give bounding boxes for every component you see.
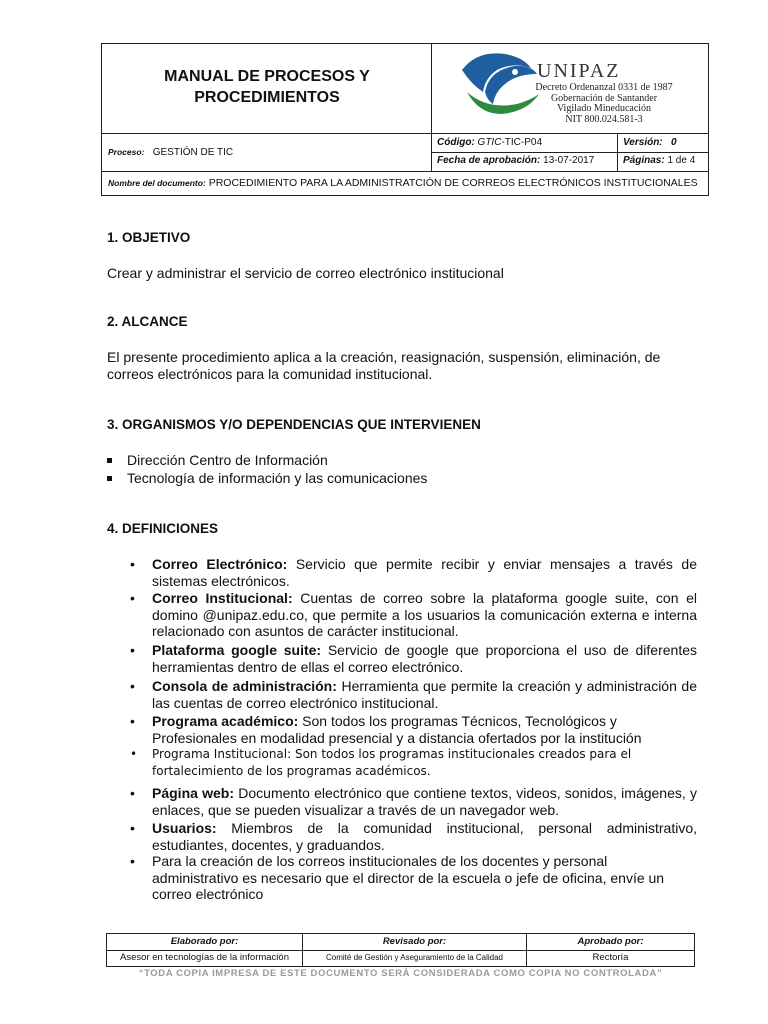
version-value: 0 xyxy=(670,137,677,148)
version-cell xyxy=(623,137,677,149)
definition-item xyxy=(130,678,697,711)
proceso-value: GESTIÓN DE TIC xyxy=(152,147,234,158)
brand-line: NIT 800.024.581-3 xyxy=(565,113,643,125)
divider xyxy=(431,152,708,153)
square-bullet-icon xyxy=(107,476,112,481)
version-label: Versión: xyxy=(623,137,663,148)
brand-line: Vigilado Mineducación xyxy=(556,103,652,114)
fecha-value: 13-07-2017 xyxy=(543,155,595,166)
definition-text: Documento electrónico que contiene textos, videos, sonidos, imágenes, y enlaces, que se pueden visualizar a través de un navegador web. xyxy=(152,785,697,818)
elaborado-label: Elaborado por: xyxy=(170,936,239,947)
objetivo-text: Crear y administrar el servicio de correo electrónico institucional xyxy=(107,265,504,281)
list-item xyxy=(107,470,427,486)
bullet-icon: • xyxy=(130,747,138,761)
bullet-icon: • xyxy=(130,590,135,606)
aprobado-value: Rectoría xyxy=(592,952,629,963)
definition-text: Son todos los programas institucionales creados para el fortalecimiento de los programas académicos. xyxy=(152,747,632,778)
alcance-heading: 2. ALCANCE xyxy=(107,314,188,329)
paginas-label: Páginas: xyxy=(623,155,665,166)
definition-term: Página web: xyxy=(152,785,235,801)
revisado-label: Revisado por: xyxy=(382,936,447,947)
definition-term: Correo Electrónico: xyxy=(152,556,288,572)
bullet-icon: • xyxy=(130,678,135,694)
alcance-line: El presente procedimiento aplica a la creación, reasignación, suspensión, eliminación, de xyxy=(107,349,661,365)
definition-text: Para la creación de los correos institucionales de los docentes y personal administrativo es necesario que el director de la escuela o jefe de oficina, envíe un correo electrónico xyxy=(152,853,665,902)
definition-item xyxy=(130,642,697,675)
bullet-icon: • xyxy=(130,642,135,658)
aprobado-label: Aprobado por: xyxy=(577,936,644,947)
paginas-value: 1 de 4 xyxy=(667,155,696,166)
title-line-2: PROCEDIMIENTOS xyxy=(194,89,340,106)
codigo-cell xyxy=(437,137,542,149)
divider xyxy=(102,133,708,134)
title-line-1: MANUAL DE PROCESOS Y xyxy=(164,68,370,85)
elaborado-value: Asesor en tecnologías de la información xyxy=(120,952,289,963)
objetivo-heading: 1. OBJETIVO xyxy=(107,230,191,245)
bullet-icon: • xyxy=(130,713,135,729)
nombre-cell xyxy=(108,177,698,189)
definition-text: Cuentas de correo sobre la plataforma google suite, con el domino @unipaz.edu.co, que permite a los usuarios la comunicación externa e interna relacionado con asuntos de carácter institucional. xyxy=(152,590,697,639)
definition-term: Correo Institucional: xyxy=(152,590,293,606)
bullet-icon: • xyxy=(130,785,135,801)
definition-item xyxy=(130,820,697,853)
fecha-label: Fecha de aprobación: xyxy=(437,155,541,166)
divider xyxy=(102,171,708,172)
fecha-cell xyxy=(437,155,594,167)
definition-term: Usuarios: xyxy=(152,820,217,836)
definiciones-heading: 4. DEFINICIONES xyxy=(107,521,219,536)
list-item-text: Tecnología de información y las comunicaciones xyxy=(127,470,428,486)
square-bullet-icon xyxy=(107,458,112,463)
uncontrolled-copy-notice: “TODA COPIA IMPRESA DE ESTE DOCUMENTO SERÁ CONSIDERADA COMO COPIA NO CONTROLADA” xyxy=(138,968,663,979)
bullet-icon: • xyxy=(130,556,135,572)
definition-text: Son todos los programas Técnicos, Tecnológicos y Profesionales en modalidad presencial y a distancia ofertados por la institución xyxy=(152,713,642,746)
bullet-icon: • xyxy=(130,820,135,836)
brand-line: Decreto Ordenanzal 0331 de 1987 xyxy=(535,82,673,93)
definition-text: Servicio que permite recibir y enviar mensajes a través de sistemas electrónicos. xyxy=(152,556,697,589)
definition-text: Herramienta que permite la creación y administración de las cuentas de correo electrónico institucional. xyxy=(152,678,697,711)
list-item-text: Dirección Centro de Información xyxy=(127,452,328,468)
brand-name: UNIPAZ xyxy=(537,60,621,82)
definition-item xyxy=(130,556,697,589)
codigo-prefix: GTIC xyxy=(477,137,502,148)
alcance-line: correos electrónicos para la comunidad institucional. xyxy=(107,366,433,382)
definition-item xyxy=(130,746,697,780)
nombre-value: PROCEDIMIENTO PARA LA ADMINISTRATCIÓN DE CORREOS ELECTRÓNICOS INSTITUCIONALES xyxy=(208,177,698,189)
definition-item xyxy=(130,785,697,818)
definition-term: Plataforma google suite: xyxy=(152,642,322,658)
list-item xyxy=(107,452,328,468)
nombre-label: Nombre del documento: xyxy=(108,178,206,188)
codigo-suffix: -TIC-P04 xyxy=(501,137,542,148)
definition-text: Miembros de la comunidad institucional, personal administrativo, estudiantes, docentes, y graduandos. xyxy=(152,820,697,853)
alcance-text xyxy=(107,349,660,383)
manual-title xyxy=(102,66,432,108)
definition-item xyxy=(130,590,697,640)
codigo-label: Código: xyxy=(437,137,475,148)
definition-item xyxy=(130,853,697,903)
brand-details xyxy=(520,83,688,125)
proceso-cell xyxy=(108,146,233,159)
paginas-cell xyxy=(623,155,695,167)
definition-term: Programa académico: xyxy=(152,713,299,729)
definition-term: Programa Institucional: xyxy=(152,747,292,761)
document-header-table xyxy=(101,43,709,196)
organismos-heading: 3. ORGANISMOS Y/O DEPENDENCIAS QUE INTERVIENEN xyxy=(107,417,481,432)
revisado-value: Comité de Gestión y Aseguramiento de la Calidad xyxy=(326,953,503,962)
definition-item xyxy=(130,713,697,746)
bullet-icon: • xyxy=(130,853,135,869)
definition-text: Servicio de google que proporciona el uso de diferentes herramientas dentro de ellas el correo electrónico. xyxy=(152,642,698,675)
approval-table xyxy=(106,933,695,967)
proceso-label: Proceso: xyxy=(108,147,145,157)
brand-line: Gobernación de Santander xyxy=(550,92,658,104)
definition-term: Consola de administración: xyxy=(152,678,337,694)
